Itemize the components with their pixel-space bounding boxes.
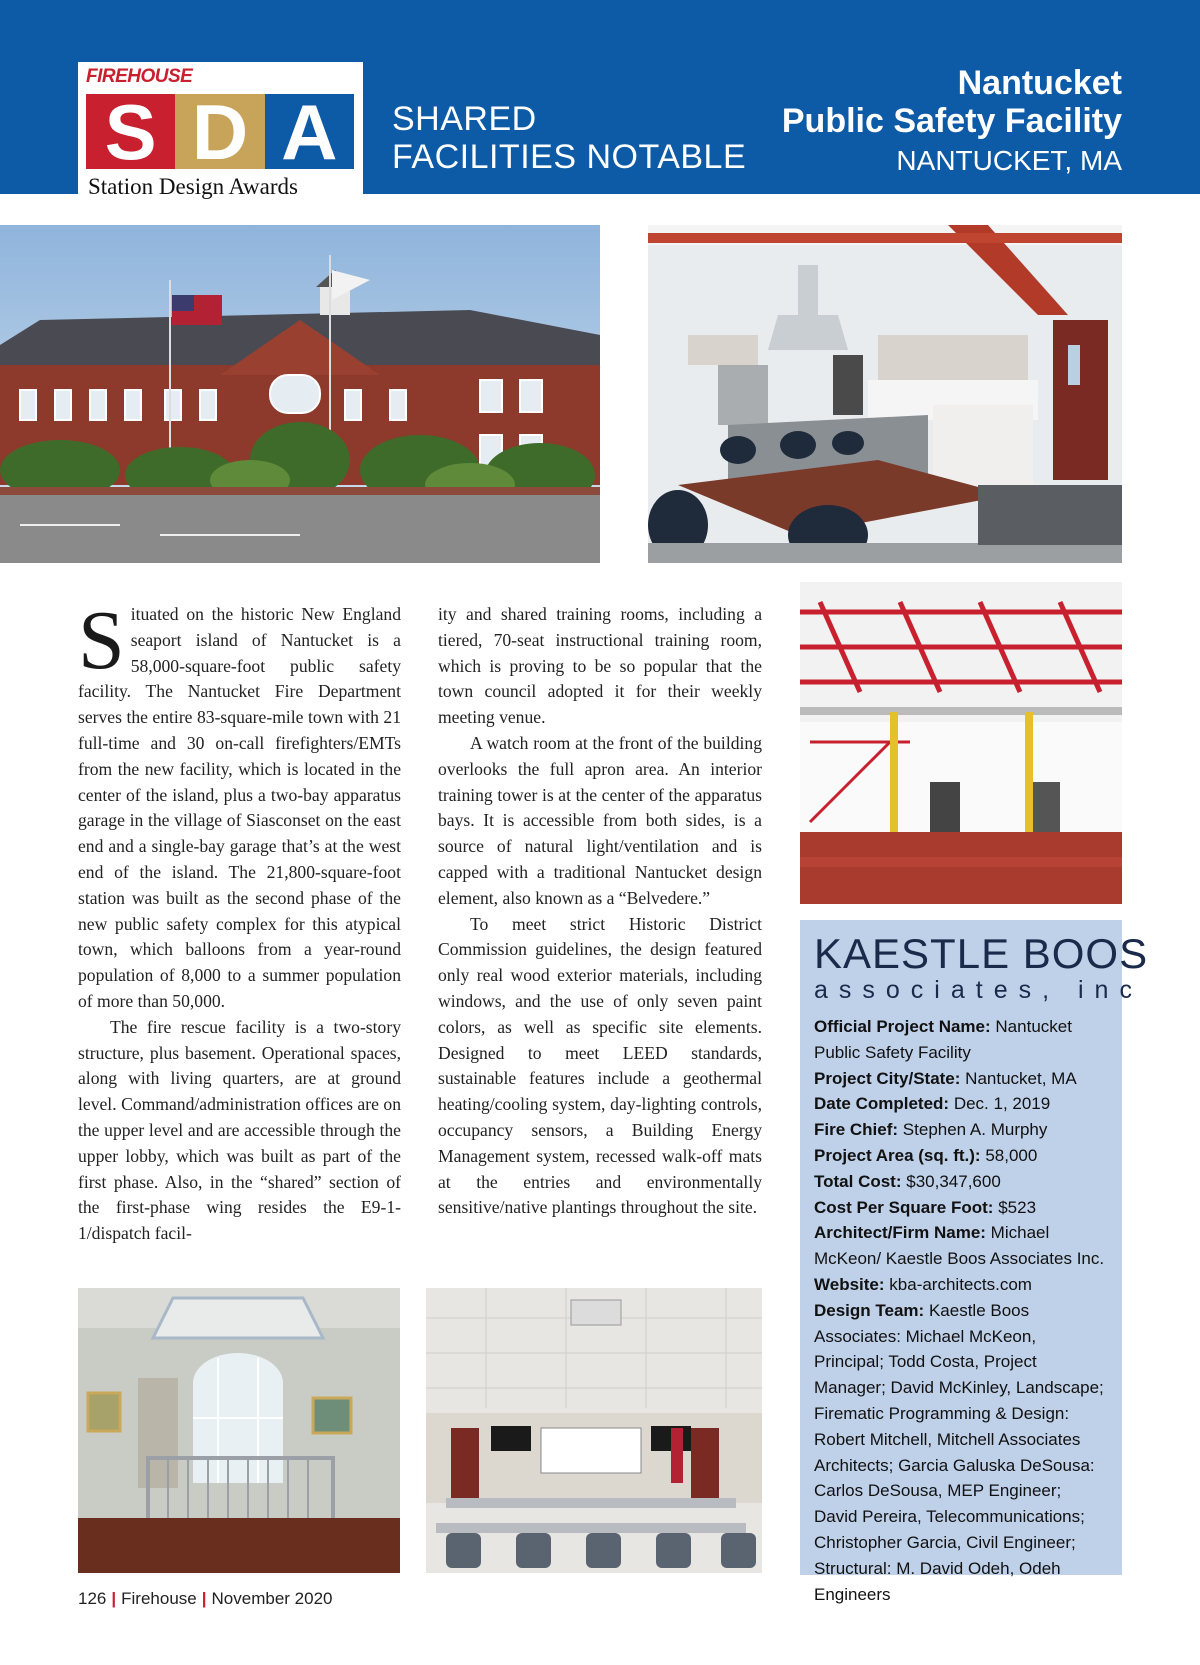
fact-value: $523: [998, 1197, 1037, 1217]
article-paragraph: A watch room at the front of the building overlooks the full apron area. An interior training tower is at the center of the apparatus bays. It is accessible from both sides, is a source of natural light/ventilation and is capped with a traditional Nantucket design element, also known as a “Belvedere.”: [438, 732, 762, 908]
fact-cost-per-sqft: [814, 1195, 1108, 1221]
logo-tagline: Station Design Awards: [88, 174, 298, 199]
article-paragraph: [78, 594, 401, 1015]
fact-value: kba-architects.com: [889, 1274, 1032, 1294]
footer-separator: |: [111, 1589, 117, 1608]
fact-label: Website:: [814, 1274, 885, 1294]
title-line-1: Nantucket: [957, 64, 1122, 102]
fact-value: Nantucket Public Safety Facility: [814, 1017, 1072, 1062]
fact-project-name: [814, 1014, 1108, 1066]
article-column-1: [78, 594, 401, 1247]
logo-letter-a: A: [265, 94, 354, 169]
sda-logo: [78, 62, 363, 199]
kicker-line-1: SHARED: [392, 100, 537, 138]
fact-date-completed: [814, 1091, 1108, 1117]
article-paragraph: The fire rescue facility is a two-story structure, plus basement. Operational spaces, along with living quarters, are at ground level. Command/administration offices are on the upper level and are accessible through the upper lobby, which was built as part of the first phase. Also, in the “shared” section of the first-phase wing resides the E9-1-1/dispatch facil-: [78, 1016, 401, 1244]
kitchen-photo: [648, 225, 1122, 563]
fact-label: Cost Per Square Foot:: [814, 1197, 994, 1217]
article-paragraph: To meet strict Historic District Commission guidelines, the design featured only real wood exterior materials, including windows, and the use of only seven paint colors, as well as specific site elements. Designed to meet LEED standards, sustainable features include a geothermal heating/cooling system, day-lighting controls, occupancy sensors, a Building Energy Management system, recessed walk-off mats at the entries and environmentally sensitive/native plantings throughout the site.: [438, 913, 762, 1218]
project-location: NANTUCKET, MA: [896, 145, 1122, 176]
project-facts: [814, 1014, 1108, 1607]
fact-label: Project Area (sq. ft.):: [814, 1145, 981, 1165]
footer-separator: |: [201, 1589, 207, 1608]
logo-letter-s: S: [86, 94, 175, 169]
fact-label: Fire Chief:: [814, 1120, 899, 1140]
apparatus-bay-photo: [800, 582, 1122, 904]
fact-fire-chief: [814, 1117, 1108, 1143]
fact-value: 58,000: [985, 1145, 1038, 1165]
fact-label: Design Team:: [814, 1300, 925, 1320]
fact-value: Stephen A. Murphy: [902, 1120, 1048, 1140]
header-band: [0, 0, 1200, 199]
kicker-line-2: FACILITIES NOTABLE: [392, 138, 747, 176]
article-column-2: [438, 602, 762, 1221]
fact-value: Dec. 1, 2019: [953, 1094, 1051, 1114]
exterior-photo: [0, 225, 600, 563]
fact-label: Architect/Firm Name:: [814, 1223, 986, 1243]
fact-design-team: [814, 1298, 1108, 1608]
fact-total-cost: [814, 1169, 1108, 1195]
logo-letter-d: D: [175, 94, 264, 169]
logo-letters: [86, 94, 354, 169]
fact-label: Date Completed:: [814, 1094, 950, 1114]
article-paragraph: ity and shared training rooms, including a tiered, 70-seat instructional training room, which is proving to be so popular that the town council adopted it for their weekly meeting venue.: [438, 604, 762, 728]
article-text: ituated on the historic New England seaport island of Nantucket is a 58,000-square-foot public safety facility. The Nantucket Fire Department serves the entire 83-square-mile town with 21 full-time and 30 on-call firefighters/EMTs from the new facility, which is located in the center of the island, plus a two-bay apparatus garage in the village of Siasconset on the east end and a single-bay garage that’s at the west end of the island. The 21,800-square-foot station was built as the second phase of the new public safety complex for this atypical town, which balloons from a year-round population of 8,000 to a summer population of more than 50,000.: [78, 604, 401, 1011]
fact-label: Total Cost:: [814, 1171, 902, 1191]
kb-logo-name: KAESTLE BOOS: [814, 930, 1149, 977]
project-title-block: [782, 64, 1122, 179]
fact-website: [814, 1272, 1108, 1298]
training-room-photo: [426, 1288, 762, 1573]
fact-label: Official Project Name:: [814, 1017, 991, 1036]
project-info-sidebar: [800, 920, 1149, 1604]
fact-architect: [814, 1220, 1108, 1272]
magazine-name: Firehouse: [121, 1589, 197, 1608]
page-number: 126: [78, 1589, 107, 1608]
drop-cap: S: [78, 594, 125, 687]
kaestle-boos-logo: [814, 930, 1149, 1004]
fact-value: Nantucket, MA: [965, 1068, 1077, 1088]
fact-city-state: [814, 1066, 1108, 1092]
lobby-photo: [78, 1288, 400, 1573]
title-line-2: Public Safety Facility: [781, 102, 1122, 140]
fact-label: Project City/State:: [814, 1068, 961, 1088]
page-footer: [78, 1589, 332, 1609]
fact-value: Michael McKeon/ Kaestle Boos Associates Inc.: [814, 1223, 1105, 1269]
fact-value: Kaestle Boos Associates: Michael McKeon, Principal; Todd Costa, Project Manager; David McKinley, Landscape; Firematic Programming & Design: Robert Mitchell, Mitchell Associates Architects; Garcia Galuska DeSousa: Carlos DeSousa, MEP Engineer; David Pereira, Telecommunications; Christopher Garcia, Civil Engineer; Structural: M. David Odeh, Odeh Engineers: [814, 1300, 1104, 1604]
fact-project-area: [814, 1143, 1108, 1169]
kb-logo-sub: associates, inc: [814, 976, 1143, 1004]
category-kicker: [392, 100, 746, 176]
issue-date: November 2020: [211, 1589, 333, 1608]
fact-value: $30,347,600: [906, 1171, 1001, 1191]
logo-firehouse-text: FIREHOUSE: [86, 66, 193, 87]
